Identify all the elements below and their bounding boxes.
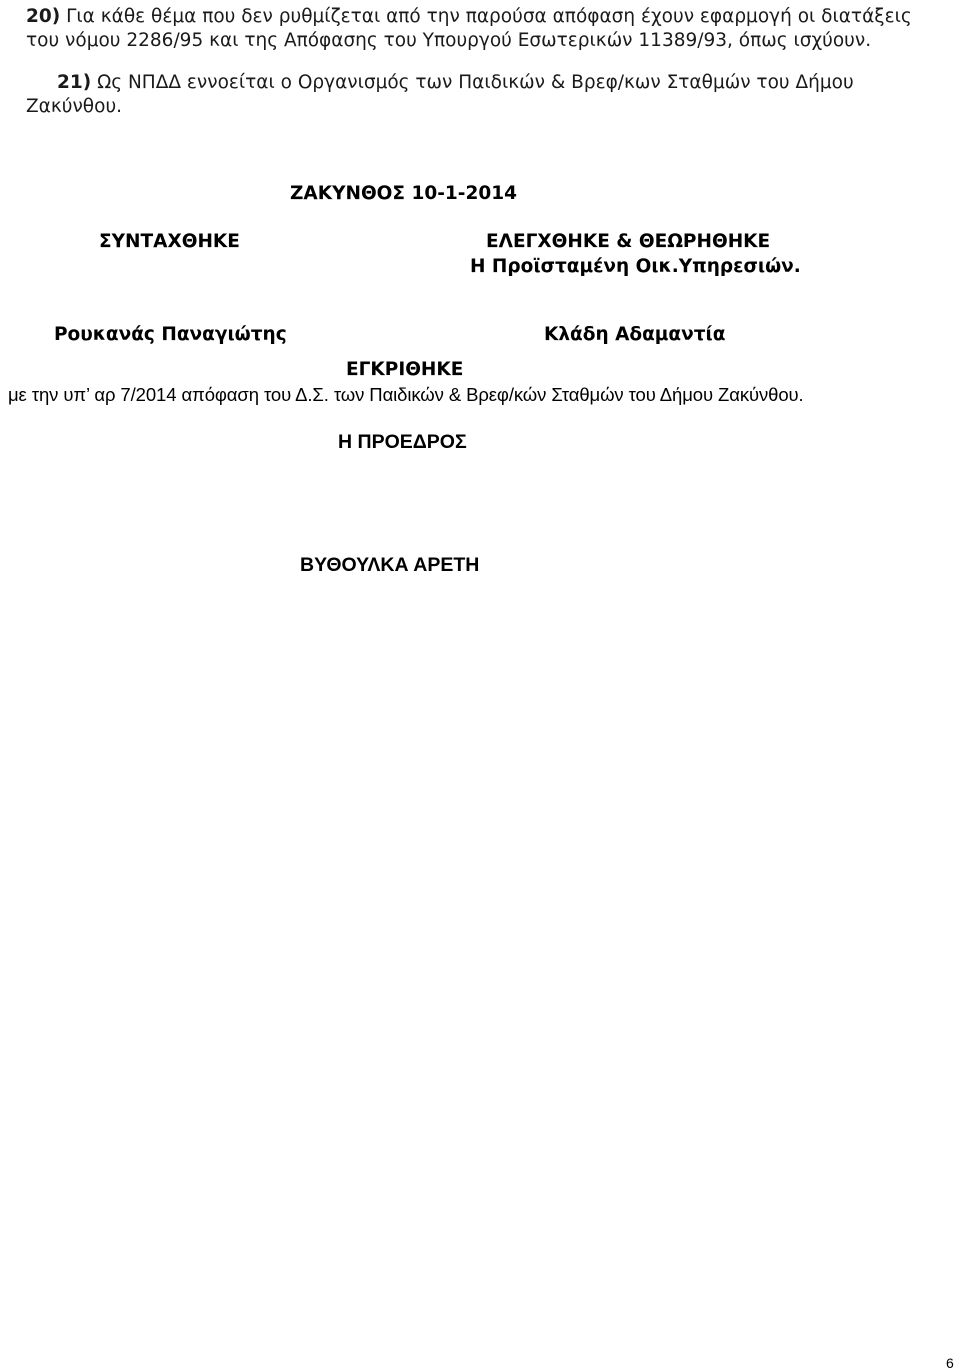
checked-label: ΕΛΕΓΧΘΗΚΕ & ΘΕΩΡΗΘΗΚΕ [486, 231, 771, 252]
paragraph-21-line-1 [57, 71, 854, 95]
president-title: Η ΠΡΟΕΔΡΟΣ [338, 431, 467, 453]
page-number: 6 [946, 1355, 954, 1371]
drafted-name: Ρουκανάς Παναγιώτης [54, 324, 287, 345]
checked-role: Η Προϊσταμένη Οικ.Υπηρεσιών. [470, 256, 801, 277]
paragraph-20-text-1: Για κάθε θέμα που δεν ρυθμίζεται από την παρούσα απόφαση έχουν εφαρμογή οι διατάξεις [66, 6, 912, 27]
approved-label: ΕΓΚΡΙΘΗΚΕ [346, 359, 464, 380]
drafted-label: ΣΥΝΤΑΧΘΗΚΕ [99, 231, 240, 252]
place-date: ΖΑΚΥΝΘΟΣ 10-1-2014 [290, 183, 517, 204]
paragraph-21-text-1: Ως ΝΠΔΔ εννοείται ο Οργανισμός των Παιδικών & Βρεφ/κων Σταθμών του Δήμου [97, 72, 854, 93]
approval-decision: με την υπ’ αρ 7/2014 απόφαση του Δ.Σ. των Παιδικών & Βρεφ/κών Σταθμών του Δήμου Ζακύνθου. [8, 384, 804, 405]
paragraph-21-number: 21) [57, 72, 92, 93]
paragraph-20-number: 20) [26, 6, 61, 27]
checked-name: Κλάδη Αδαμαντία [544, 324, 726, 345]
president-name: ΒΥΘΟΥΛΚΑ ΑΡΕΤΗ [300, 554, 480, 576]
paragraph-20-line-1 [26, 5, 912, 29]
paragraph-21-line-2: Ζακύνθου. [26, 96, 123, 117]
paragraph-20-line-2: του νόμου 2286/95 και της Απόφασης του Υπουργού Εσωτερικών 11389/93, όπως ισχύουν. [26, 30, 872, 51]
